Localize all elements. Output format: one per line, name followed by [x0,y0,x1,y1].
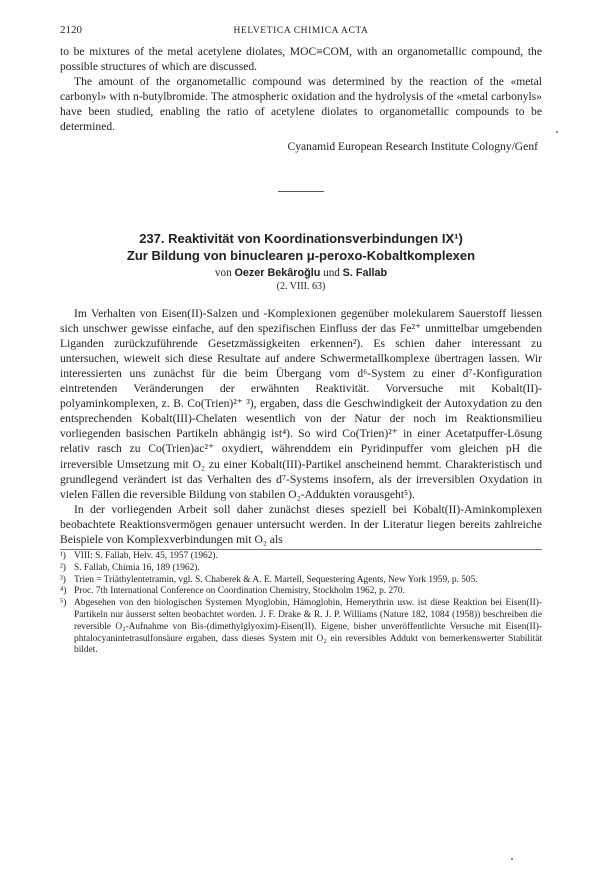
footnote-text: Trien = Triäthylentetramin, vgl. S. Chaberek & A. E. Martell, Sequestering Agents, New York 1959, p. 505. [74,574,478,585]
footnotes [60,549,542,657]
footnote [60,575,542,587]
byline [60,267,542,279]
page-header [60,24,542,40]
article-title-line-1: 237. Reaktivität von Koordinationsverbindungen IX¹) [139,230,463,246]
footnote-mark: ²) [60,562,66,573]
footnote [60,563,542,575]
journal-page [60,24,542,657]
footnote-mark: ¹) [60,551,66,562]
footnote-text: S. Fallab, Chimia 16, 189 (1962). [74,562,200,573]
footnote-text: Proc. 7th International Conference on Coordination Chemistry, Stockholm 1962, p. 270. [74,586,405,597]
footnote-text: VIII: S. Fallab, Helv. 45, 1957 (1962). [74,551,218,562]
running-title: HELVETICA CHIMICA ACTA [233,26,369,36]
author-2: S. Fallab [342,266,388,279]
body-paragraph-1: Im Verhalten von Eisen(II)-Salzen und -Komplexionen gegenüber molekularem Sauerstoff liessen sich unschwer gewisse einfache, auf den spezifischen Einfluss der das Fe²⁺ unmittelbar umgebenden Liganden zurückzuführende Gesetzmässigkeiten erkennen²). Es schien daher interessant zu untersuchen, wieweit sich diese Resultate auf andere Schwermetallkomplexe übertragen lassen. Wir interessierten uns zunächst für die beim Übergang vom d⁶-System zu einer d⁷-Konfiguration eintretenden Veränderungen der erwähnten Reaktivität. Vorversuche mit Kobalt(II)-polyaminkomplexen, z. B. Co(Trien)²⁺ ³), ergaben, dass die Geschwindigkeit der Autoxydation zu den entsprechenden Kobalt(III)-Chelaten wesentlich von der Natur der noch im Reaktionsmilieu vorliegenden basischen Partikeln abhängig ist⁴). So wird Co(Trien)²⁺ in einer Acetatpuffer-Lösung relativ rasch zu Co(Trien)ac²⁺ oxydiert, währenddem ein Pyridinpuffer vom gleichen pH die irreversible Umsetzung mit O₂ zu einer Kobalt(III)-Partikel anscheinend hemmt. Charakteristisch und grundlegend verändert ist das Verhalten des d⁷-Systems insofern, als der irreversiblen Oxydation in vielen Fällen die reversible Bildung von stabilen O₂-Addukten vorausgeht⁵). [60,306,542,501]
body-paragraph-2: In der vorliegenden Arbeit soll daher zunächst dieses speziell bei Kobalt(II)-Aminkomplexen beobachtete Reaktionsvermögen genauer untersucht werden. In der Literatur liegen bereits zahlreiche Beispiele von Komplexverbindungen mit O₂ als [60,502,542,546]
footnote-mark: ³) [60,574,66,585]
footnote [60,598,542,657]
footnote [60,586,542,598]
page-number: 2120 [60,24,82,36]
footnote-mark: ⁵) [60,598,67,609]
article-title [60,230,542,264]
footnote [60,551,542,563]
footnote-mark: ⁴) [60,586,67,597]
previous-article-summary-end: to be mixtures of the metal acetylene diolates, MOC≡COM, with an organometallic compound, the possible structures of which are discussed. [60,45,542,74]
scan-speck [511,858,513,860]
byline-und: und [323,266,340,279]
article-title-line-2: Zur Bildung von binuclearen μ-peroxo-Kobaltkomplexen [126,247,476,263]
section-divider [278,191,324,192]
received-date: (2. VIII. 63) [276,280,326,292]
previous-article-summary-paragraph: The amount of the organometallic compound was determined by the reaction of the «metal carbonyl» with n-butylbromide. The atmospheric oxidation and the hydrolysis of the «metal carbonyls» have been studied, enabling the ratio of acetylene diolates to organometallic compounds to be determined. [60,75,542,134]
scan-speck [556,131,558,133]
affiliation: Cyanamid European Research Institute Cologny/Genf [287,139,538,153]
byline-von: von [214,266,232,279]
author-1: Oezer Bekâroğlu [234,266,321,279]
footnote-text: Abgesehen von den biologischen Systemen Myoglobin, Hämoglobin, Hemerythrin usw. ist diese Reaktion bei Eisen(II)-Partikeln nur äusserst selten beobachtet worden. J. F. Drake & R. J. P. Williams (Nature 182, 1084 (1958)) beschreiben die reversible O₂-Aufnahme von Bis-(dimethylglyoxim)-Eisen(II). Eigene, bisher unveröffentlichte Versuche mit Eisen(II)-phtalocyanintetrasulfonsäure ergaben, dass dieses System mit O₂ ein reversibles Addukt von bemerkenswerter Stabilität bildet. [74,598,542,656]
